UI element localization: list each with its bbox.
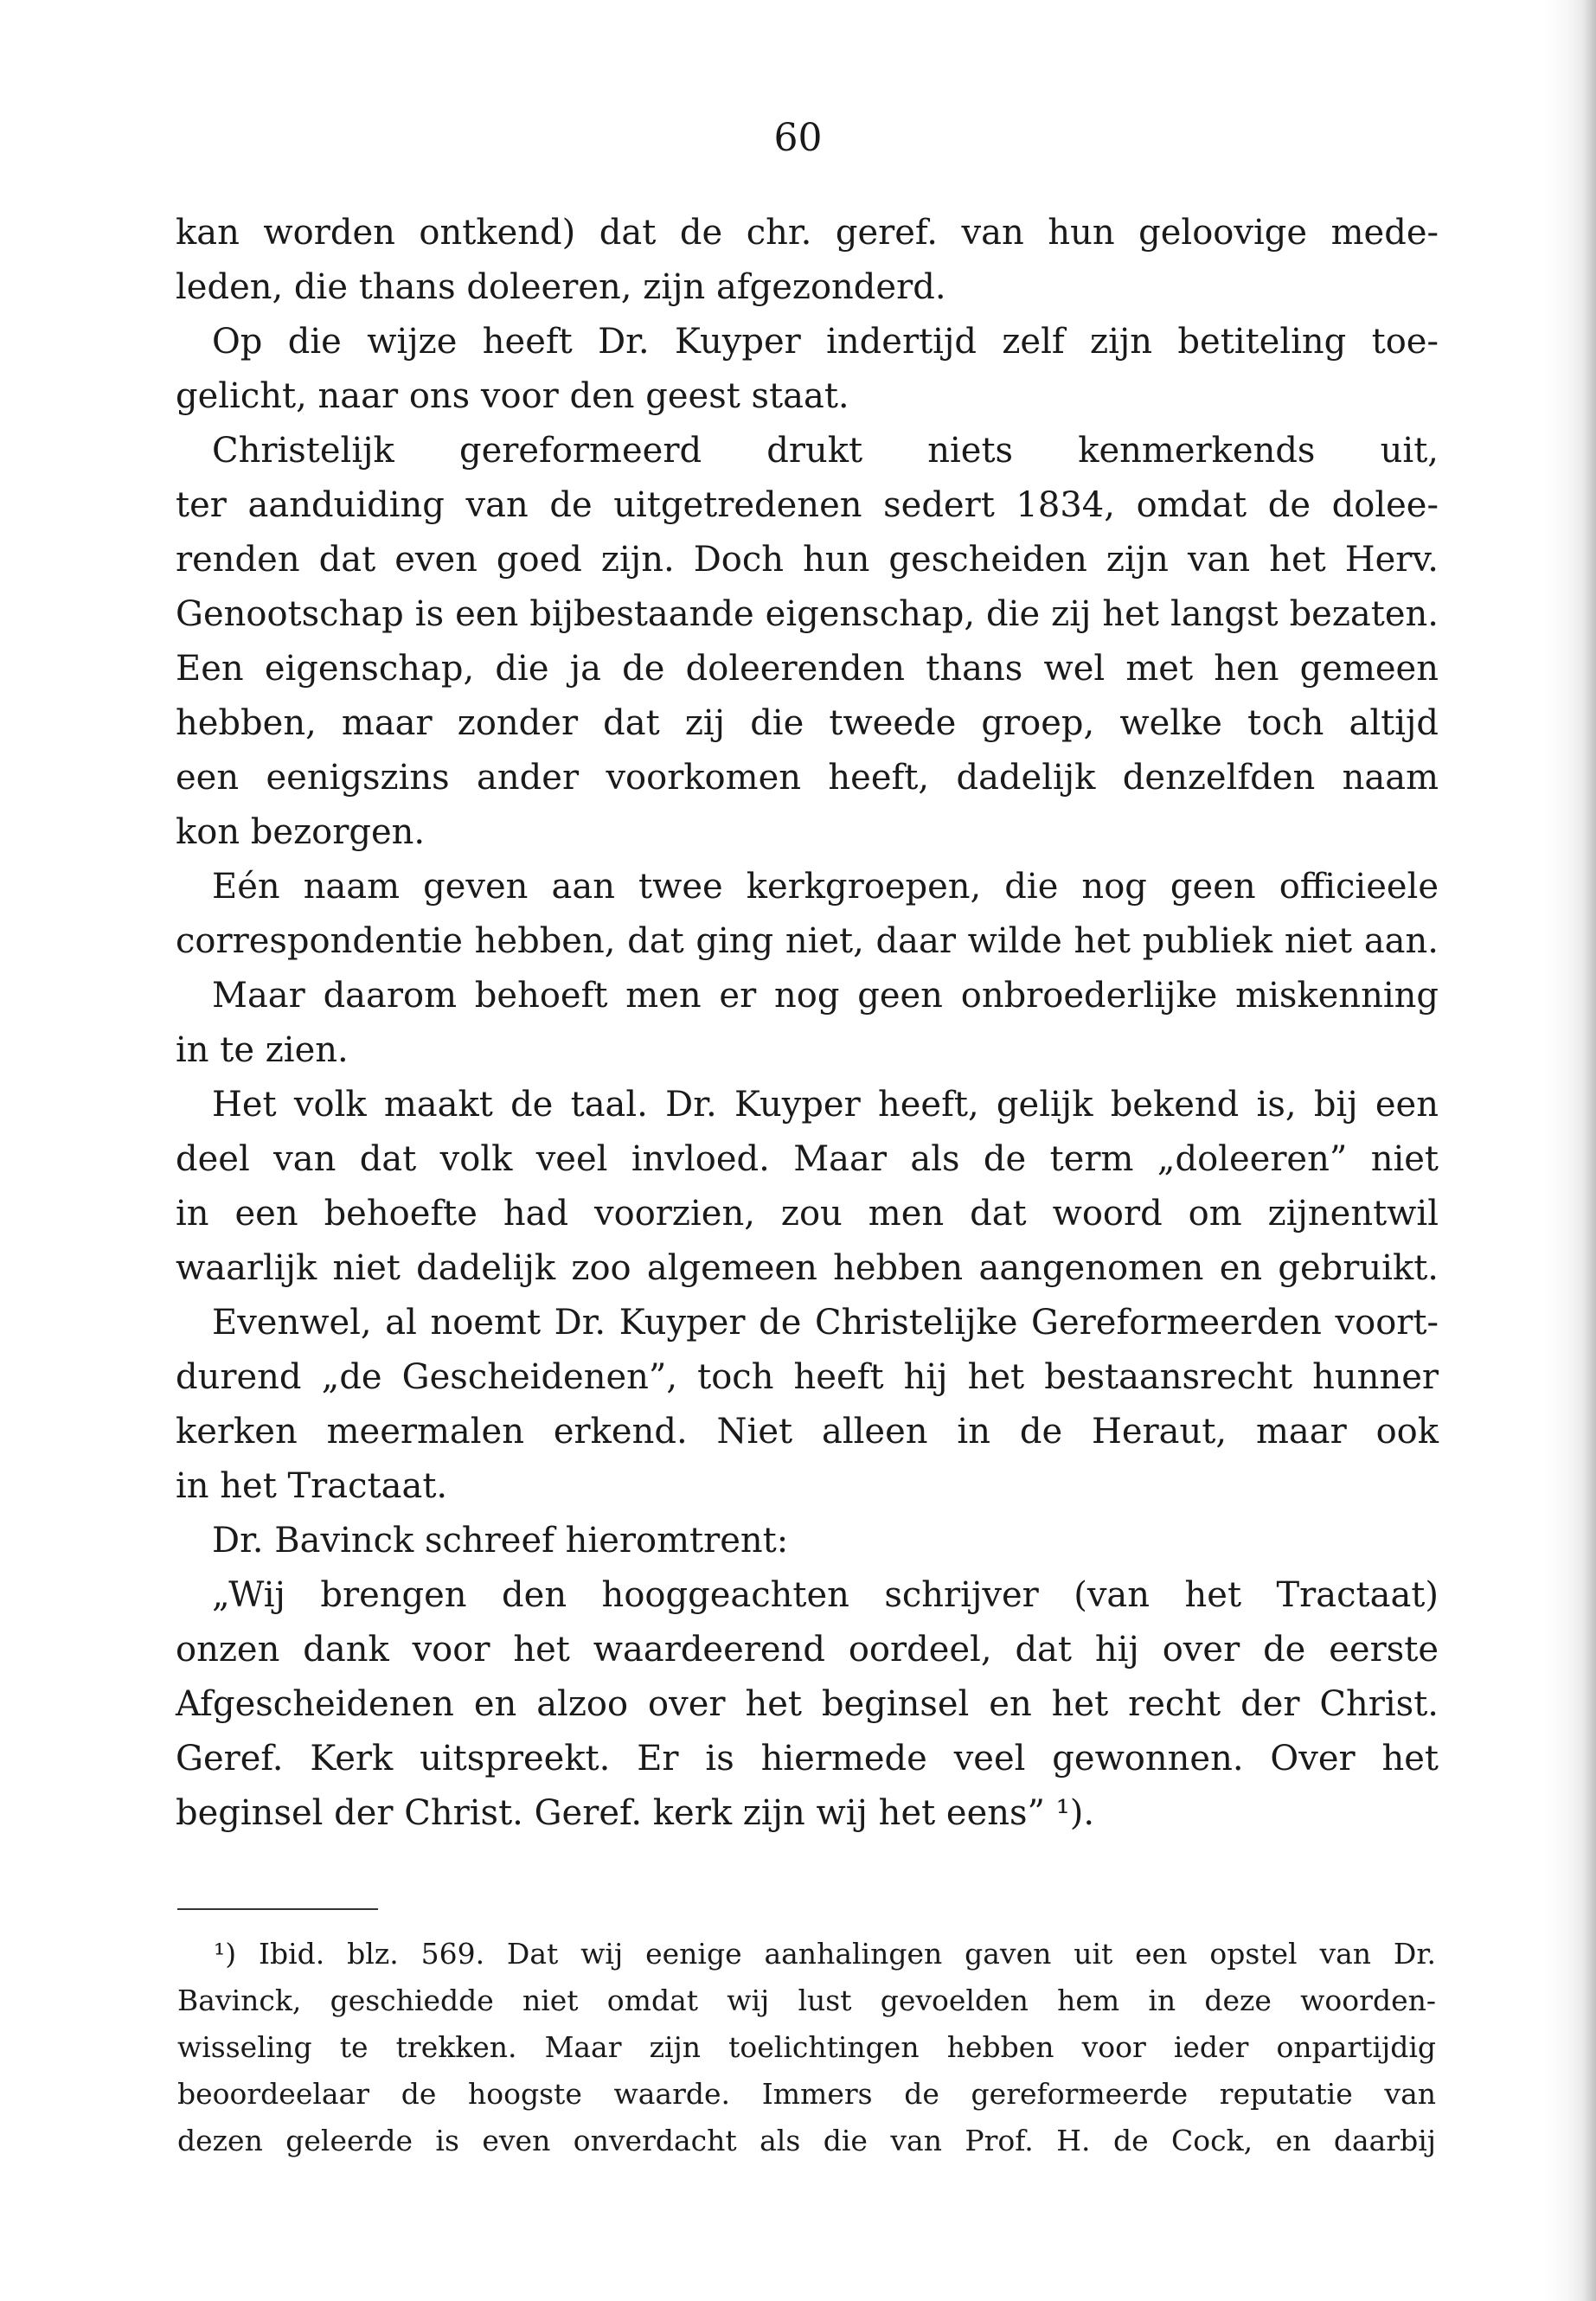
body-line: ter aanduiding van de uitgetredenen sedert 1834, omdat de dolee- — [176, 485, 1439, 525]
body-line: hebben, maar zonder dat zij die tweede groep, welke toch altijd — [176, 703, 1439, 743]
body-text — [176, 206, 1439, 1841]
footnote-line: ¹) Ibid. blz. 569. Dat wij eenige aanhalingen gaven uit een opstel van Dr. — [214, 1937, 1436, 1971]
body-line: Eén naam geven aan twee kerkgroepen, die nog geen officieele — [212, 867, 1439, 907]
body-line: leden, die thans doleeren, zijn afgezonderd. — [176, 267, 946, 307]
footnote-divider — [177, 1908, 378, 1910]
body-line: kerken meermalen erkend. Niet alleen in de Heraut, maar ook — [176, 1412, 1439, 1452]
body-line: Dr. Bavinck schreef hieromtrent: — [212, 1521, 789, 1561]
body-line: Geref. Kerk uitspreekt. Er is hiermede veel gewonnen. Over het — [176, 1739, 1439, 1779]
body-line: renden dat even goed zijn. Doch hun gescheiden zijn van het Herv. — [176, 540, 1439, 580]
footnote-line: Bavinck, geschiedde niet omdat wij lust gevoelden hem in deze woorden- — [177, 1984, 1436, 2017]
footnote-line: wisseling te trekken. Maar zijn toelichtingen hebben voor ieder onpartijdig — [177, 2030, 1436, 2064]
body-line: kon bezorgen. — [176, 812, 426, 852]
footnote-line: beoordeelaar de hoogste waarde. Immers de gereformeerde reputatie van — [177, 2077, 1436, 2111]
body-line: kan worden ontkend) dat de chr. geref. van hun geloovige mede- — [176, 213, 1439, 253]
body-line: onzen dank voor het waardeerend oordeel, dat hij over de eerste — [176, 1630, 1439, 1670]
footnote-line: dezen geleerde is even onverdacht als die van Prof. H. de Cock, en daarbij — [177, 2124, 1436, 2157]
page-edge-shadow — [1544, 0, 1596, 2301]
body-line: Maar daarom behoeft men er nog geen onbroederlijke miskenning — [212, 976, 1439, 1016]
body-line: in een behoefte had voorzien, zou men dat woord om zijnentwil — [176, 1194, 1439, 1234]
body-line: deel van dat volk veel invloed. Maar als de term „doleeren” niet — [176, 1139, 1439, 1179]
body-line: Christelijk gereformeerd drukt niets kenmerkends uit, — [212, 431, 1439, 471]
body-line: in te zien. — [176, 1030, 349, 1070]
body-line: beginsel der Christ. Geref. kerk zijn wij het eens” ¹). — [176, 1793, 1095, 1833]
body-line: Afgescheidenen en alzoo over het beginsel en het recht der Christ. — [176, 1684, 1439, 1724]
body-line: „Wij brengen den hooggeachten schrijver (van het Tractaat) — [212, 1575, 1439, 1615]
body-line: Een eigenschap, die ja de doleerenden thans wel met hen gemeen — [176, 649, 1439, 689]
body-line: durend „de Gescheidenen”, toch heeft hij het bestaansrecht hunner — [176, 1357, 1439, 1397]
body-line: Genootschap is een bijbestaande eigenschap, die zij het langst bezaten. — [176, 594, 1439, 634]
body-line: Op die wijze heeft Dr. Kuyper indertijd zelf zijn betiteling toe- — [212, 322, 1439, 362]
body-line: gelicht, naar ons voor den geest staat. — [176, 376, 849, 416]
body-line: in het Tractaat. — [176, 1466, 448, 1506]
footnotes — [177, 1931, 1436, 2164]
body-line: Evenwel, al noemt Dr. Kuyper de Christelijke Gereformeerden voort- — [212, 1303, 1439, 1343]
body-line: een eenigszins ander voorkomen heeft, dadelijk denzelfden naam — [176, 758, 1439, 798]
body-line: Het volk maakt de taal. Dr. Kuyper heeft, gelijk bekend is, bij een — [212, 1085, 1439, 1125]
body-line: correspondentie hebben, dat ging niet, daar wilde het publiek niet aan. — [176, 921, 1439, 961]
body-line: waarlijk niet dadelijk zoo algemeen hebben aangenomen en gebruikt. — [176, 1248, 1439, 1288]
page-number: 60 — [773, 116, 823, 160]
